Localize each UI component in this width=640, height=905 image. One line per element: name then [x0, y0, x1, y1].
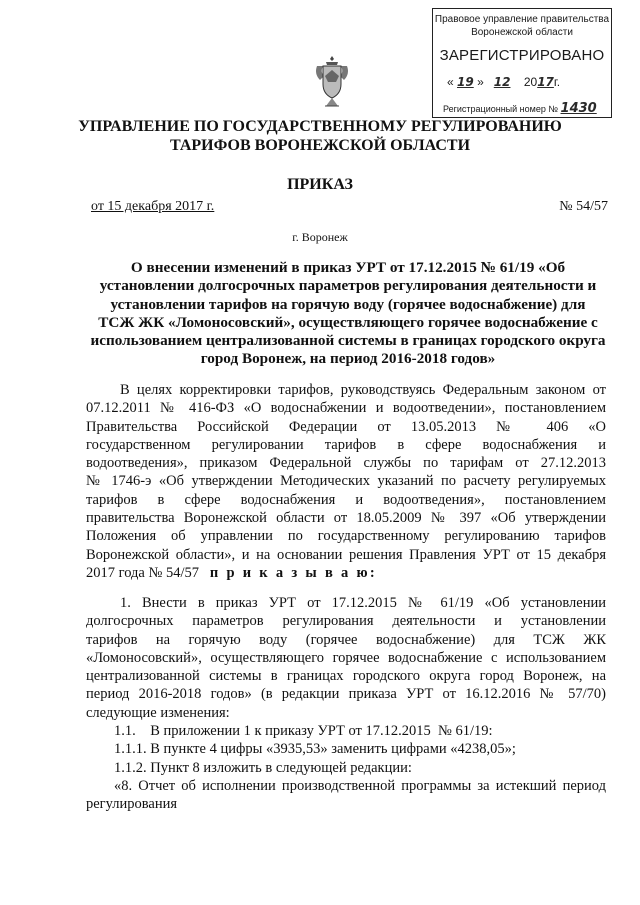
- item-1-1-1: 1.1.1. В пункте 4 цифры «3935,53» заменить цифрами «4238,05»;: [114, 741, 516, 758]
- quote-line: регулирования: [86, 796, 178, 813]
- subject-line: О внесении изменений в приказ УРТ от 17.12.2015 № 61/19 «Об: [130, 259, 566, 276]
- text-line: государственном регулировании тарифов в сфере водоснабжения и: [86, 436, 606, 453]
- item-1-1: 1.1. В приложении 1 к приказу УРТ от 17.12.2015 № 61/19:: [114, 723, 493, 740]
- text-line: В целях корректировки тарифов, руководствуясь Федеральным законом от: [120, 382, 606, 398]
- stamp-date-day: 19: [457, 75, 474, 89]
- stamp-date: [447, 75, 560, 89]
- text-line: водоотведения», приказом Федеральной службы по тарифам от 27.12.2013: [86, 455, 606, 472]
- order-word: п р и к а з ы в а ю:: [209, 564, 377, 581]
- text-line: Положения об управлении по государственному регулированию тарифов: [86, 528, 606, 545]
- preamble-paragraph: [86, 381, 606, 582]
- stamp-date-year-end: г.: [553, 75, 561, 89]
- coat-of-arms-icon: [313, 52, 351, 112]
- text-line: долгосрочных параметров регулирования деятельности и установлении: [86, 613, 606, 630]
- text-line: тарифов на горячую воду (горячее водоснабжение) для ТСЖ ЖК: [86, 631, 606, 648]
- text-line: [86, 564, 606, 582]
- stamp-date-year-prefix: 20: [523, 75, 538, 89]
- text-line: централизованной системы в границах городского округа город Воронеж, на: [86, 668, 606, 685]
- stamp-date-year-suffix: 17: [537, 75, 554, 89]
- text-line: 1. Внести в приказ УРТ от 17.12.2015 № 61/19 «Об установлении: [120, 595, 606, 611]
- stamp-registered: ЗАРЕГИСТРИРОВАНО: [439, 47, 605, 64]
- text-line: период 2016-2018 годов» (в редакции приказа УРТ от 16.12.2016 № 57/70): [86, 686, 606, 703]
- item-1-paragraph: [86, 594, 606, 814]
- stamp-date-close: »: [477, 75, 484, 89]
- document-subject: [88, 259, 608, 369]
- stamp-date-open: «: [447, 75, 454, 89]
- text-line: следующие изменения:: [86, 704, 230, 721]
- text-line: правительства Воронежской области от 18.05.2009 № 397 «Об утверждении: [86, 510, 606, 527]
- org-line1: УПРАВЛЕНИЕ ПО ГОСУДАРСТВЕННОМУ РЕГУЛИРОВАНИЮ: [78, 118, 562, 135]
- text-line: Воронежской области», и на основании решения Правления УРТ от 15 декабря: [86, 546, 606, 563]
- document-city: г. Воронеж: [292, 230, 348, 244]
- stamp-reg-number: 1430: [560, 101, 597, 116]
- document-date: от 15 декабря 2017 г.: [91, 199, 215, 214]
- text-line: «Ломоносовский», осуществляющего горячее водоснабжение с использованием: [86, 649, 606, 666]
- text-line: тарифов в сфере водоснабжения и водоотведения», постановлением: [86, 491, 606, 508]
- stamp-org-line1: Правовое управление правительства: [434, 14, 610, 25]
- subject-line: использованием централизованной системы в границах городского округа: [90, 332, 606, 350]
- subject-line: город Воронеж, на период 2016-2018 годов»: [200, 350, 496, 368]
- document-number: № 54/57: [559, 199, 608, 214]
- subject-line: установлении долгосрочных параметров регулирования деятельности и: [99, 277, 597, 295]
- subject-line: установлении тарифов на горячую воду (горячее водоснабжение) для: [110, 295, 586, 313]
- quote-line: «8. Отчет об исполнении производственной программы за истекший период: [114, 777, 606, 794]
- text-line: 07.12.2011 № 416-ФЗ «О водоснабжении и водоотведении», постановлением: [86, 400, 606, 417]
- stamp-reg-label: Регистрационный номер №: [443, 104, 559, 114]
- item-1-1-2: 1.1.2. Пункт 8 изложить в следующей редакции:: [114, 759, 412, 776]
- stamp-org: [433, 13, 611, 39]
- organization-name: [0, 117, 640, 155]
- stamp-date-month: 12: [493, 75, 511, 89]
- stamp-org-line2: Воронежской области: [471, 27, 573, 38]
- registration-stamp: [432, 8, 612, 118]
- org-line2: ТАРИФОВ ВОРОНЕЖСКОЙ ОБЛАСТИ: [169, 137, 471, 154]
- text-line: № 1746-э «Об утверждении Методических указаний по расчету регулируемых: [86, 473, 606, 490]
- document-type: ПРИКАЗ: [287, 176, 353, 193]
- text-line: Правительства Российской Федерации от 13.05.2013 № 406 «О: [86, 418, 606, 435]
- preamble-last-line: 2017 года № 54/57: [86, 564, 199, 581]
- stamp-reg-number-row: [443, 101, 597, 116]
- subject-line: ТСЖ ЖК «Ломоносовский», осуществляющего горячее водоснабжение с: [98, 313, 598, 331]
